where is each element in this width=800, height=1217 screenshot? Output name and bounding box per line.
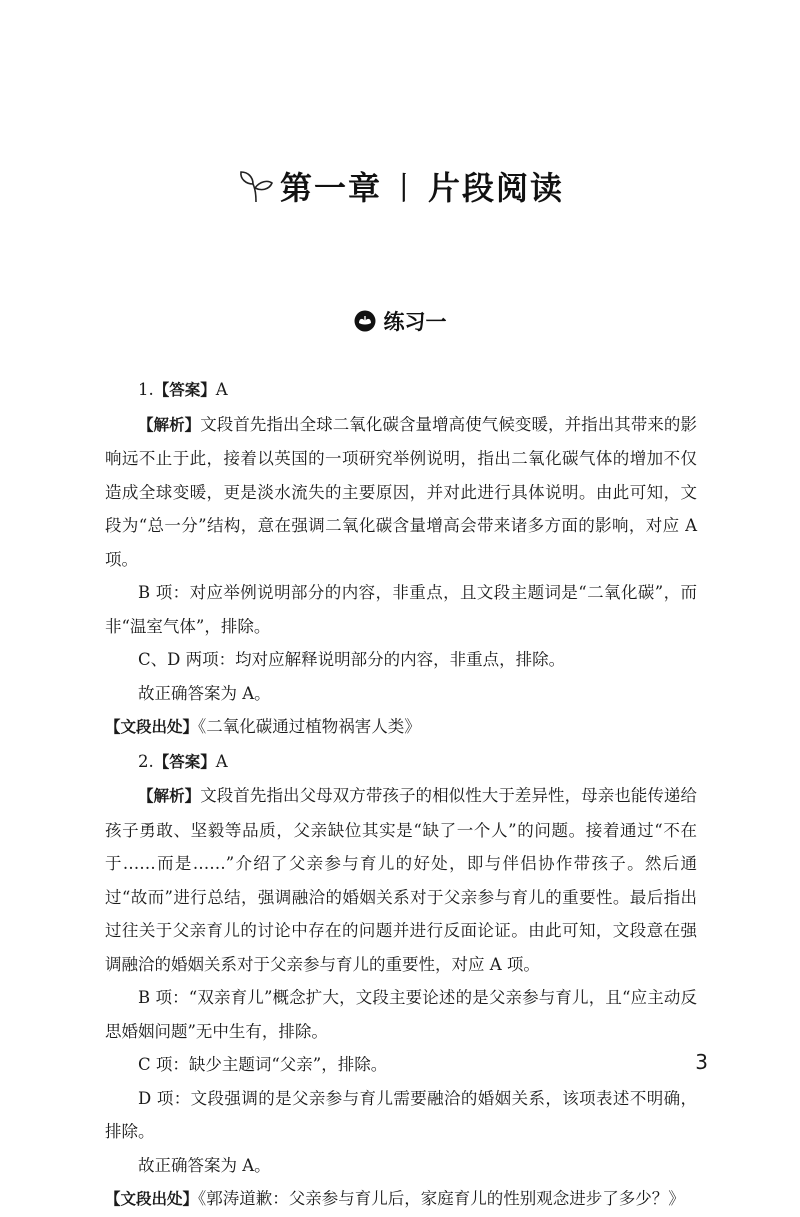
q2-option-b: B 项：“双亲育儿”概念扩大，文段主要论述的是父亲参与育儿，且“应主动反思婚姻问题”无中生有，排除。: [105, 988, 697, 1041]
q1-source: [105, 710, 697, 745]
q2-number: 2.: [138, 751, 154, 771]
chapter-separator: 丨: [387, 169, 422, 207]
q2-source-text: 《郭涛道歉：父亲参与育儿后，家庭育儿的性别观念进步了多少？》: [198, 1189, 685, 1208]
section-title: 练习一: [383, 310, 447, 334]
q2-analysis-label: 【解析】: [138, 787, 201, 805]
page-number: 3: [695, 1050, 708, 1074]
q1-analysis-text: 文段首先指出全球二氧化碳含量增高使气候变暖，并指出其带来的影响远不止于此，接着以英国的一项研究举例说明，指出二氧化碳气体的增加不仅造成全球变暖，更是淡水流失的主要原因，并对此进行具体说明。由此可知，文段为“总一分”结构，意在强调二氧化碳含量增高会带来诸多方面的影响，对应 A 项。: [105, 414, 698, 569]
q2-answer: A: [215, 751, 228, 771]
q1-analysis-label: 【解析】: [138, 415, 201, 434]
q2-answer-line: [105, 745, 697, 780]
section-heading: [0, 306, 800, 337]
q2-source-label: 【文段出处】: [105, 1190, 199, 1208]
q1-option-cd: C、D 两项：均对应解释说明部分的内容，非重点，排除。: [138, 650, 566, 669]
chapter-title: 第一章: [279, 169, 382, 207]
q2-option-c: C 项：缺少主题词“父亲”，排除。: [138, 1055, 388, 1074]
answer-content: [105, 373, 697, 1217]
chapter-subtitle: 片段阅读: [428, 169, 565, 207]
q1-source-text: 《二氧化碳通过植物祸害人类》: [198, 717, 421, 736]
q2-answer-label: 【答案】: [153, 752, 216, 771]
q2-analysis: [105, 779, 697, 981]
q1-answer-label: 【答案】: [153, 381, 216, 399]
lotus-badge-icon: [354, 310, 376, 337]
q1-number: 1.: [138, 380, 154, 399]
sprout-icon: [236, 168, 276, 212]
q1-conclusion: 故正确答案为 A。: [138, 683, 271, 703]
q1-answer: A: [215, 380, 228, 399]
q2-analysis-text: 文段首先指出父母双方带孩子的相似性大于差异性，母亲也能传递给孩子勇敢、坚毅等品质，父亲缺位其实是“缺了一个人”的问题。接着通过“不在于……而是……”介绍了父亲参与育儿的好处，即与伴侣协作带孩子。然后通过“故而”进行总结，强调融洽的婚姻关系对于父亲参与育儿的重要性。最后指出过往关于父亲育儿的讨论中存在的问题并进行反面论证。由此可知，文段意在强调融洽的婚姻关系对于父亲参与育儿的重要性，对应 A 项。: [105, 786, 697, 974]
q2-source: [105, 1182, 697, 1217]
q1-option-b: B 项：对应举例说明部分的内容，非重点，且文段主题词是“二氧化碳”，而非“温室气体”，排除。: [105, 583, 697, 636]
q1-answer-line: [105, 373, 697, 408]
q2-option-d: D 项：文段强调的是父亲参与育儿需要融洽的婚姻关系，该项表述不明确，排除。: [105, 1088, 697, 1141]
q1-analysis: [105, 408, 697, 577]
q1-source-label: 【文段出处】: [105, 718, 199, 736]
chapter-heading: [0, 163, 800, 212]
q2-conclusion: 故正确答案为 A。: [138, 1155, 271, 1175]
